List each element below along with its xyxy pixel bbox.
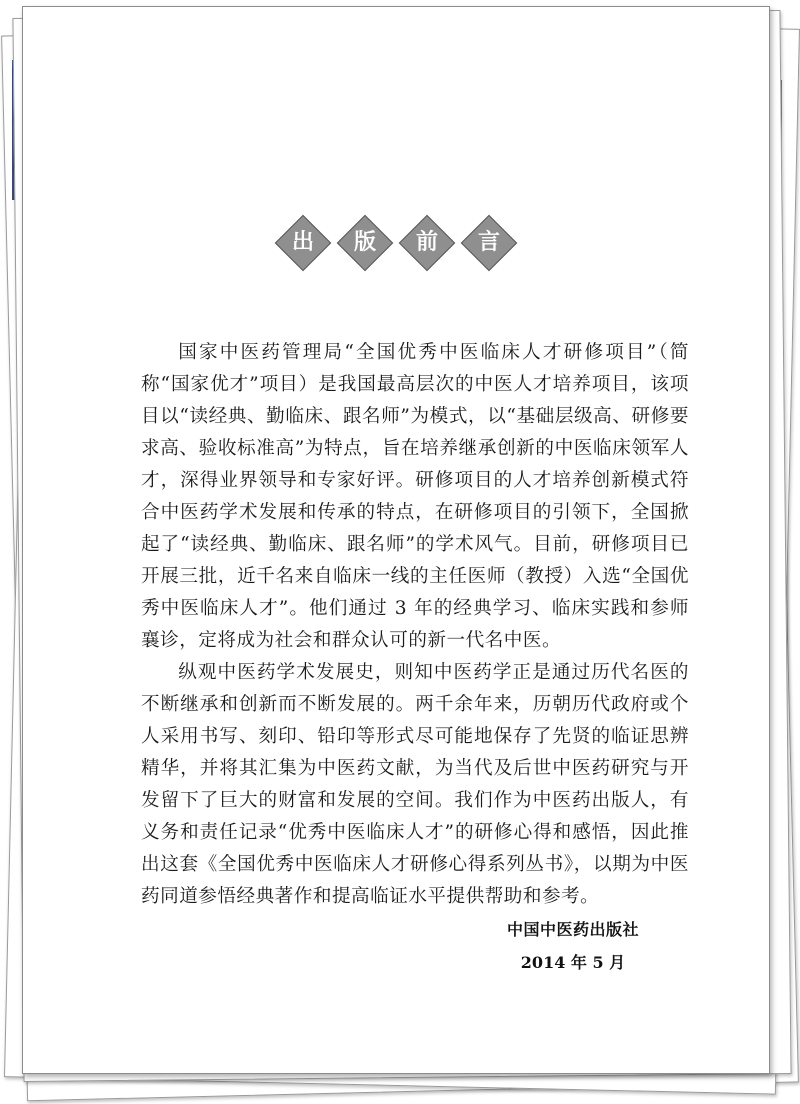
paragraph: 纵观中医药学术发展史，则知中医药学正是通过历代名医的不断继承和创新而不断发展的。两千余年来，历朝历代政府或个人采用书写、刻印、铅印等形式尽可能地保存了先贤的临证思辨精华，并将其汇集为中医药文献，为当代及后世中医药研究与开发留下了巨大的财富和发展的空间。我们作为中医药出版人，有义务和责任记录“优秀中医临床人才”的研修心得和感悟，因此推出这套《全国优秀中医临床人才研修心得系列丛书》，以期为中医药同道参悟经典著作和提高临证水平提供帮助和参考。 <box>141 662 689 907</box>
title-diamond <box>399 215 455 271</box>
title-char: 言 <box>477 230 500 255</box>
publish-date: 2014 年 5 月 <box>520 953 626 972</box>
title-char: 版 <box>353 230 376 255</box>
signature-block <box>493 917 653 983</box>
preface-body <box>141 337 689 913</box>
title-char: 前 <box>415 230 438 255</box>
title-char: 出 <box>291 230 314 255</box>
page-title <box>275 215 525 275</box>
title-diamond <box>275 215 331 271</box>
paragraph: 国家中医药管理局“全国优秀中医临床人才研修项目”（简称“国家优才”项目）是我国最高层次的中医人才培养项目，该项目以“读经典、勤临床、跟名师”为模式，以“基础层级高、研修要求高、验收标准高”为特点，旨在培养继承创新的中医临床领军人才，深得业界领导和专家好评。研修项目的人才培养创新模式符合中医药学术发展和传承的特点，在研修项目的引领下，全国掀起了“读经典、勤临床、跟名师”的学术风气。目前，研修项目已开展三批，近千名来自临床一线的主任医师（教授）入选“全国优秀中医临床人才”。他们通过 3 年的经典学习、临床实践和参师襄诊，定将成为社会和群众认可的新一代名中医。 <box>141 342 689 651</box>
page <box>22 6 770 1074</box>
title-diamond <box>461 215 517 271</box>
publisher-name: 中国中医药出版社 <box>506 920 639 939</box>
title-diamond <box>337 215 393 271</box>
